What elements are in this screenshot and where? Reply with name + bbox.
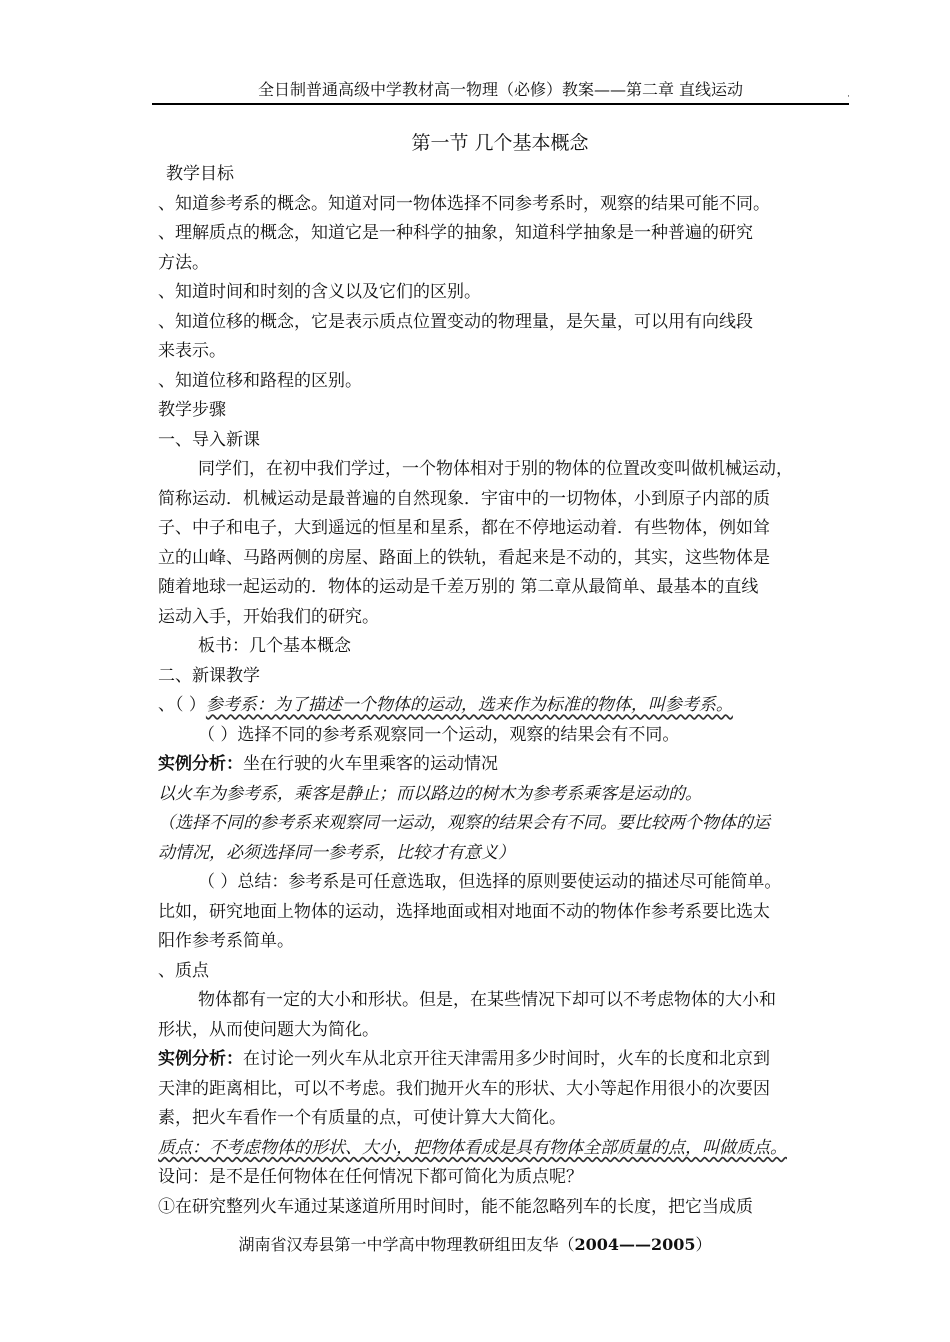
goals-heading: 教学目标 (166, 164, 234, 184)
intro-line: 简称运动．机械运动是最普遍的自然现象．宇宙中的一切物体，小到原子内部的质 (158, 488, 770, 509)
page-footer (0, 1234, 950, 1256)
example1 (158, 750, 848, 780)
summary-line: 比如，研究地面上物体的运动，选择地面或相对地面不动的物体作参考系要比选太 (158, 901, 770, 922)
example1-line: 动情况，必须选择同一参考系，比较才有意义） (158, 842, 515, 863)
steps-heading: 教学步骤 (158, 400, 226, 420)
example1-line: （选择不同的参考系来观察同一运动，观察的结果会有不同。要比较两个物体的运 (158, 813, 770, 833)
header-mark: ˙ (846, 95, 851, 106)
intro-line: 子、中子和电子，大到遥远的恒星和星系，都在不停地运动着．有些物体，例如耸 (158, 518, 770, 538)
reference-frame-definition (158, 691, 848, 721)
goal-item: 、理解质点的概念，知道它是一种科学的抽象，知道科学抽象是一种普遍的研究 (158, 223, 753, 243)
intro-line: 同学们，在初中我们学过，一个物体相对于别的物体的位置改变叫做机械运动， (198, 459, 793, 479)
example2-line: 天津的距离相比，可以不考虑。我们抛开火车的形状、大小等起作用很小的次要因 (158, 1078, 770, 1099)
intro-line: 立的山峰、马路两侧的房屋、路面上的铁轨，看起来是不动的，其实，这些物体是 (158, 547, 770, 568)
particle-heading: 、质点 (158, 960, 209, 981)
goal-item: 、知道位移和路程的区别。 (158, 370, 362, 391)
ref-point-2: （ ）选择不同的参考系观察同一个运动，观察的结果会有不同。 (198, 724, 680, 745)
page-header: 全日制普通高级中学教材高一物理（必修）教案——第二章 直线运动 (152, 80, 849, 105)
ref-prefix: 、（ ） (158, 695, 206, 715)
example2-label: 实例分析： (158, 1049, 243, 1069)
example1-label: 实例分析： (158, 754, 243, 774)
goal-item: 、知道时间和时刻的含义以及它们的区别。 (158, 282, 481, 302)
example1-text: 坐在行驶的火车里乘客的运动情况 (243, 754, 498, 774)
footer-years: 2004——2005 (574, 1235, 696, 1254)
document-body (158, 160, 848, 1222)
footer-text: 湖南省汉寿县第一中学高中物理教研组田友华（ (238, 1235, 575, 1254)
question-item: ①在研究整列火车通过某遂道所用时间时，能不能忽略列车的长度，把它当成质 (158, 1196, 753, 1217)
board-note: 板书：几个基本概念 (198, 636, 351, 656)
intro-line: 运动入手，开始我们的研究。 (158, 606, 379, 627)
particle-intro-line: 形状，从而使问题大为简化。 (158, 1019, 379, 1040)
goal-item: 、知道位移的概念，它是表示质点位置变动的物理量，是矢量，可以用有向线段 (158, 311, 753, 332)
example1-line: 以火车为参考系，乘客是静止；而以路边的树木为参考系乘客是运动的。 (158, 783, 702, 804)
goal-item: 来表示。 (158, 341, 226, 361)
example2 (158, 1045, 848, 1075)
summary-line: （ ）总结：参考系是可任意选取，但选择的原则要使运动的描述尽可能简单。 (198, 872, 782, 892)
particle-intro-line: 物体都有一定的大小和形状。但是，在某些情况下却可以不考虑物体的大小和 (198, 990, 776, 1010)
question: 设问：是不是任何物体在任何情况下都可简化为质点呢？ (158, 1167, 583, 1187)
footer-close: ） (695, 1235, 712, 1254)
intro-line: 随着地球一起运动的．物体的运动是千差万别的 第二章从最简单、最基本的直线 (158, 577, 759, 597)
section-title: 第一节 几个基本概念 (411, 132, 589, 154)
example2-text: 在讨论一列火车从北京开往天津需用多少时间时，火车的长度和北京到 (243, 1049, 770, 1069)
ref-definition-text: 参考系：为了描述一个物体的运动，选来作为标准的物体，叫参考系。 (205, 695, 733, 715)
particle-definition: 质点：不考虑物体的形状、大小，把物体看成是具有物体全部质量的点，叫做质点。 (158, 1137, 787, 1158)
section2-heading: 二、新课教学 (158, 665, 260, 686)
summary-line: 阳作参考系简单。 (158, 931, 294, 951)
example2-line: 素，把火车看作一个有质量的点，可使计算大大简化。 (158, 1108, 566, 1128)
goal-item: 方法。 (158, 252, 209, 273)
section1-heading: 一、导入新课 (158, 429, 260, 450)
goal-item: 、知道参考系的概念。知道对同一物体选择不同参考系时，观察的结果可能不同。 (158, 193, 770, 214)
